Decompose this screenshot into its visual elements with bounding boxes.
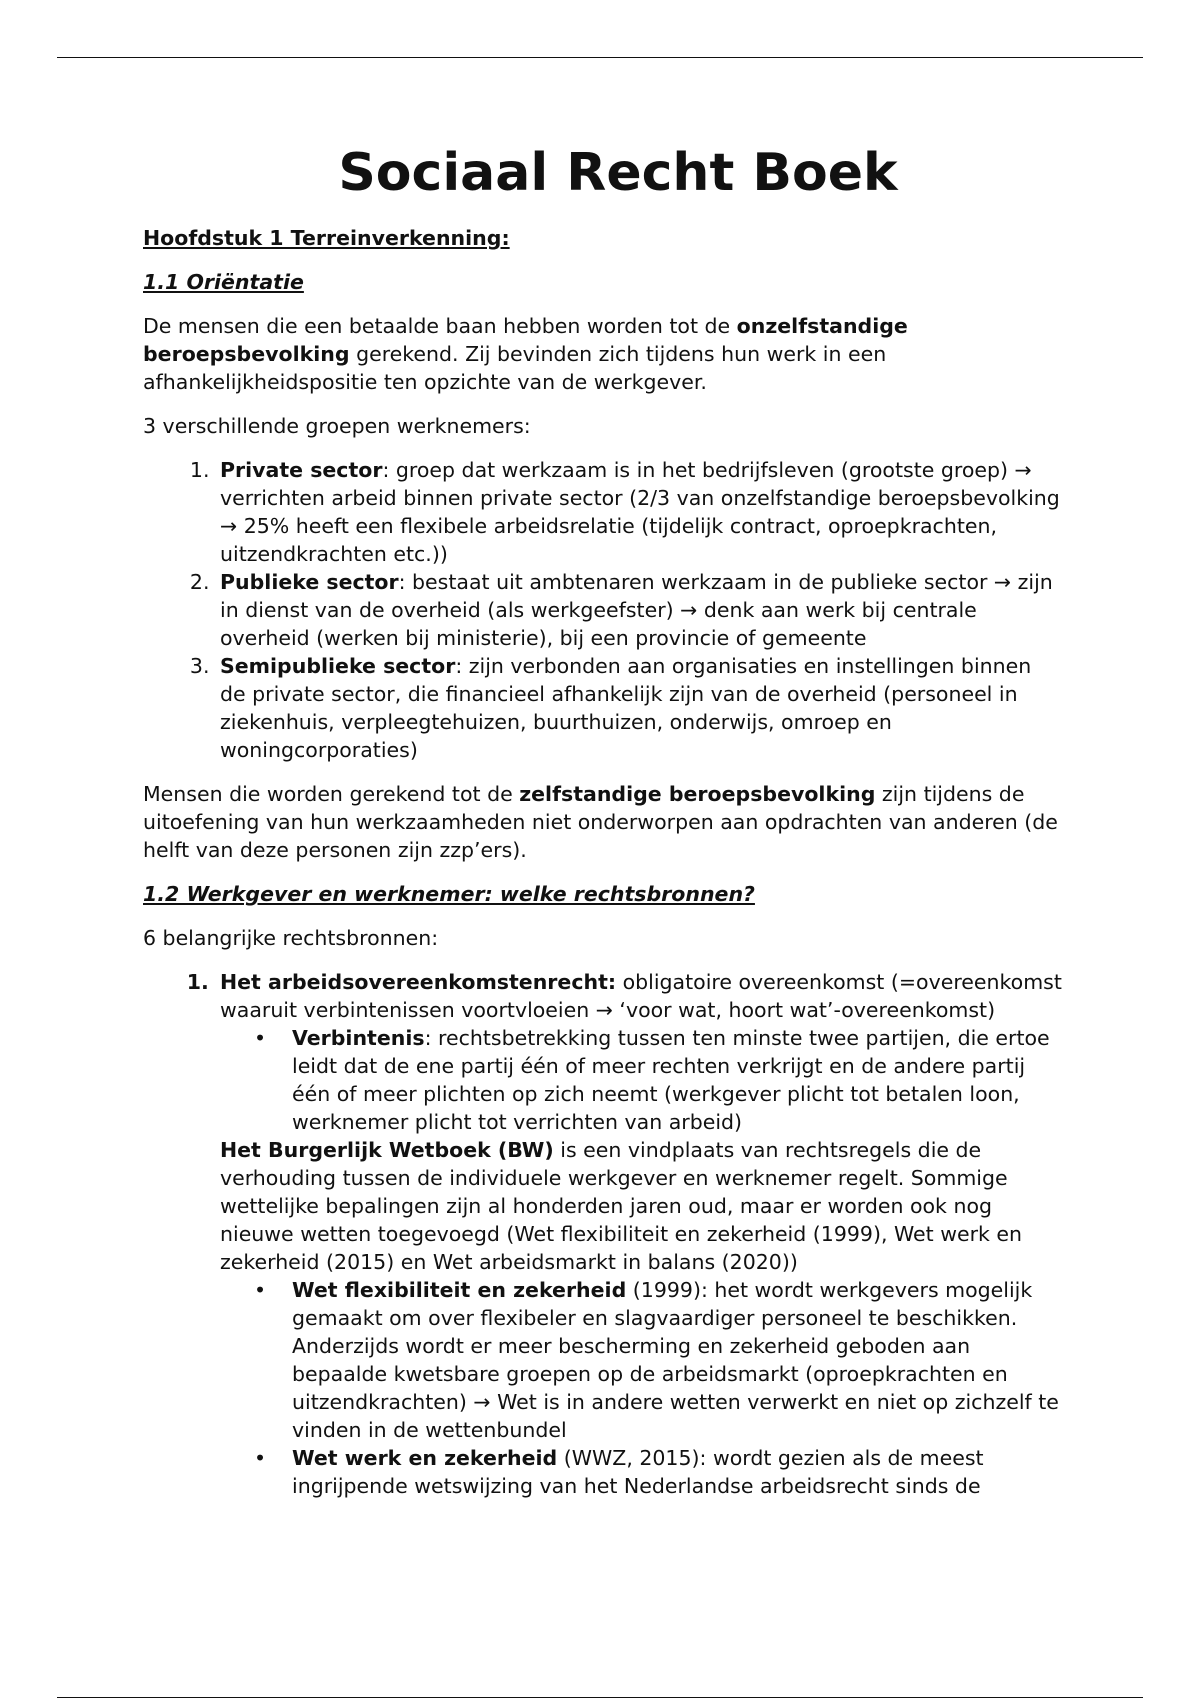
self-employed-pre: Mensen die worden gerekend tot de bbox=[143, 782, 520, 806]
document-title: Sociaal Recht Boek bbox=[338, 143, 898, 203]
group-term: Semipublieke sector bbox=[220, 654, 456, 678]
group-term: Private sector bbox=[220, 458, 383, 482]
laws-list bbox=[220, 1276, 1063, 1500]
source-term: Het arbeidsovereenkomstenrecht: bbox=[220, 970, 617, 994]
intro-paragraph bbox=[143, 312, 1063, 396]
section-heading-1-1: 1.1 Oriëntatie bbox=[143, 270, 304, 294]
group-description: : bestaat uit ambtenaren werkzaam in de publieke sector → zijn in dienst van de overheid (als werkgeefster) → denk aan werk bij centrale overheid (werken bij ministerie), bij een provincie of gemeente bbox=[220, 570, 1053, 650]
law-term: Wet werk en zekerheid bbox=[292, 1446, 558, 1470]
top-rule bbox=[57, 57, 1143, 58]
verbintenis-list bbox=[220, 1024, 1063, 1136]
groups-list bbox=[143, 456, 1063, 764]
document-body bbox=[143, 134, 1063, 1516]
list-item bbox=[216, 456, 1063, 568]
law-description: (WWZ, 2015): wordt gezien als de meest ingrijpende wetswijzing van het Nederlandse arbeidsrecht sinds de bbox=[292, 1446, 984, 1498]
intro-text-post: gerekend. Zij bevinden zich tijdens hun werk in een afhankelijkheidspositie ten opzichte van de werkgever. bbox=[143, 342, 887, 394]
self-employed-paragraph bbox=[143, 780, 1063, 864]
group-term: Publieke sector bbox=[220, 570, 399, 594]
law-description: (1999): het wordt werkgevers mogelijk gemaakt om over flexibeler en slagvaardiger personeel te beschikken. Anderzijds wordt er meer bescherming en zekerheid geboden aan bepaalde kwetsbare groepen op de arbeidsmarkt (oproepkrachten en uitzendkrachten) → Wet is in andere wetten verwerkt en niet op zichzelf te vinden in de wettenbundel bbox=[292, 1278, 1059, 1442]
list-item bbox=[216, 968, 1063, 1500]
sources-intro: 6 belangrijke rechtsbronnen: bbox=[143, 926, 439, 950]
bw-term: Het Burgerlijk Wetboek (BW) bbox=[220, 1138, 554, 1162]
groups-intro: 3 verschillende groepen werknemers: bbox=[143, 414, 531, 438]
verbintenis-term: Verbintenis bbox=[292, 1026, 425, 1050]
section-heading-1-2: 1.2 Werkgever en werknemer: welke rechtsbronnen? bbox=[143, 882, 755, 906]
list-item bbox=[216, 568, 1063, 652]
bw-description: is een vindplaats van rechtsregels die de verhouding tussen de individuele werkgever en werknemer regelt. Sommige wettelijke bepalingen zijn al honderden jaren oud, maar er worden ook nog nieuwe wetten toegevoegd (Wet flexibiliteit en zekerheid (1999), Wet werk en zekerheid (2015) en Wet arbeidsmarkt in balans (2020)) bbox=[220, 1138, 1023, 1274]
chapter-heading: Hoofdstuk 1 Terreinverkenning: bbox=[143, 226, 510, 250]
list-item bbox=[292, 1444, 1063, 1500]
self-employed-post: zijn tijdens de uitoefening van hun werkzaamheden niet onderworpen aan opdrachten van anderen (de helft van deze personen zijn zzp’ers). bbox=[143, 782, 1058, 862]
law-term: Wet flexibiliteit en zekerheid bbox=[292, 1278, 627, 1302]
group-description: : zijn verbonden aan organisaties en instellingen binnen de private sector, die financieel afhankelijk zijn van de overheid (personeel in ziekenhuis, verpleegtehuizen, buurthuizen, onderwijs, omroep en woningcorporaties) bbox=[220, 654, 1032, 762]
intro-text-bold: onzelfstandige beroepsbevolking bbox=[143, 314, 908, 366]
sources-list bbox=[143, 968, 1063, 1500]
bw-paragraph bbox=[220, 1136, 1063, 1276]
verbintenis-description: : rechtsbetrekking tussen ten minste twee partijen, die ertoe leidt dat de ene partij één of meer rechten verkrijgt en de andere partij één of meer plichten op zich neemt (werkgever plicht tot betalen loon, werknemer plicht tot verrichten van arbeid) bbox=[292, 1026, 1050, 1134]
self-employed-bold: zelfstandige beroepsbevolking bbox=[519, 782, 876, 806]
bottom-rule bbox=[57, 1697, 1143, 1698]
list-item bbox=[216, 652, 1063, 764]
list-item bbox=[292, 1024, 1063, 1136]
intro-text-pre: De mensen die een betaalde baan hebben worden tot de bbox=[143, 314, 737, 338]
source-description: obligatoire overeenkomst (=overeenkomst waaruit verbintenissen voortvloeien → ‘voor wat, hoort wat’-overeenkomst) bbox=[220, 970, 1062, 1022]
list-item bbox=[292, 1276, 1063, 1444]
group-description: : groep dat werkzaam is in het bedrijfsleven (grootste groep) → verrichten arbeid binnen private sector (2/3 van onzelfstandige beroepsbevolking → 25% heeft een flexibele arbeidsrelatie (tijdelijk contract, oproepkrachten, uitzendkrachten etc.)) bbox=[220, 458, 1060, 566]
